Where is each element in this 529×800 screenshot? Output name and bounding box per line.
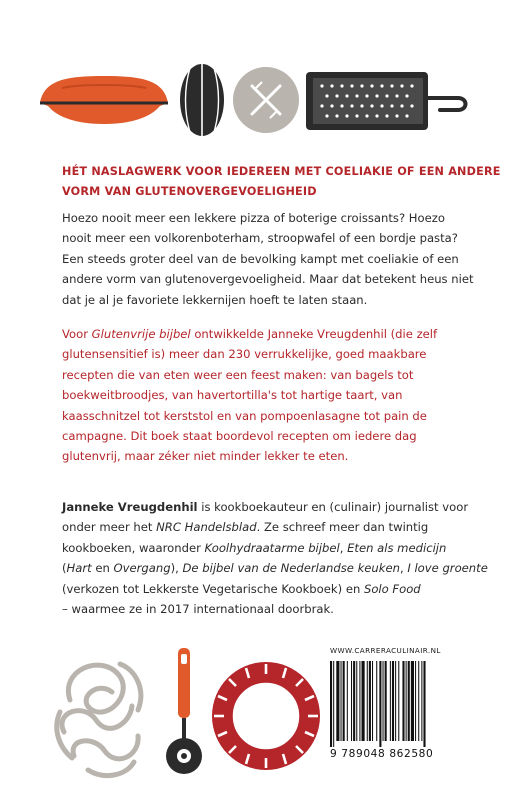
barcode-bar <box>423 661 425 747</box>
cacao-pod-icon <box>180 64 224 136</box>
about-line: glutenvrij, maar zéker niet minder lekker te eten. <box>62 449 349 464</box>
barcode-bar <box>336 661 339 741</box>
barcode-bar <box>415 661 416 741</box>
intro-paragraph <box>62 208 482 310</box>
pasta-noodles-icon <box>57 664 141 776</box>
intro-line: Een steeds groter deel van de bevolking kampt met coeliakie of een <box>62 251 459 266</box>
barcode-bar <box>390 661 391 741</box>
about-text: Voor <box>62 327 92 341</box>
barcode-bar <box>383 661 384 741</box>
bio-text: en <box>91 561 114 576</box>
barcode-bar <box>372 661 373 741</box>
about-line <box>62 324 482 344</box>
barcode-bar <box>343 661 345 741</box>
barcode-bar <box>330 661 332 747</box>
headline-line-2: VORM VAN GLUTENOVERGEVOELIGHEID <box>62 185 317 198</box>
bread-loaf-icon <box>40 76 168 124</box>
bio-text: is kookboekauteur en (culinair) journalist voor <box>197 500 469 514</box>
barcode-bar <box>385 661 387 741</box>
bio-text: (verkozen tot Lekkerste Vegetarische Kookboek) en <box>62 581 364 596</box>
barcode-bar <box>408 661 410 741</box>
book-title: Koolhydraatarme bijbel <box>204 540 340 555</box>
bio-line <box>62 538 482 558</box>
barcode-bar <box>395 661 396 741</box>
bio-text: ( <box>62 561 67 576</box>
bio-line <box>62 497 482 517</box>
bio-line <box>62 579 482 599</box>
barcode-bar <box>406 661 407 741</box>
bio-line: – waarmee ze in 2017 internationaal doorbrak. <box>62 602 334 617</box>
bio-text: kookboeken, waaronder <box>62 540 205 555</box>
barcode-bar <box>376 661 377 741</box>
barcode <box>330 661 462 747</box>
book-title: Glutenvrije bijbel <box>91 327 191 341</box>
book-title: I love groente <box>407 561 488 576</box>
barcode-bar <box>353 661 355 741</box>
bio-line <box>62 558 488 578</box>
barcode-bar <box>421 661 422 741</box>
isbn-number: 9 789048 862580 <box>330 748 434 760</box>
barcode-bar <box>411 661 414 741</box>
barcode-bar <box>333 661 334 747</box>
author-name: Janneke Vreugdenhil <box>62 500 198 514</box>
barcode-bar <box>418 661 419 741</box>
barcode-bar <box>392 661 394 741</box>
barcode-bar <box>347 661 348 741</box>
bio-text: , <box>339 540 348 555</box>
bio-line <box>62 517 482 537</box>
bio-text: , <box>399 561 408 576</box>
author-bio-paragraph <box>62 497 488 619</box>
publisher-website: WWW.CARRERACULINAIR.NL <box>330 646 441 655</box>
about-line: glutensensitief is) meer dan 230 verrukkelijke, goed maakbare <box>62 347 427 362</box>
headline-line-1: HÉT NASLAGWERK VOOR IEDEREEN MET COELIAKIE OF EEN ANDERE <box>62 165 501 178</box>
bio-text: onder meer het <box>62 520 157 535</box>
intro-line: andere vorm van glutenovergevoeligheid. Maar dat betekent heus niet <box>62 272 474 287</box>
book-title: Eten als medicijn <box>347 540 447 555</box>
tart-shell-icon <box>212 662 320 770</box>
barcode-bar <box>367 661 368 741</box>
barcode-bar <box>369 661 371 741</box>
barcode-bar <box>359 661 360 741</box>
book-title: De bijbel van de Nederlandse keuken <box>182 561 400 576</box>
about-line: kaasschnitzel tot kerststol en van pompoenlasagne tot pain de <box>62 408 427 423</box>
book-title: Solo Food <box>363 581 421 596</box>
about-line: recepten die van eten weer een feest maken: van bagels tot <box>62 367 414 382</box>
barcode-bar <box>356 661 357 741</box>
pizza-cutter-icon <box>166 648 202 774</box>
cheese-grater-icon <box>306 72 466 130</box>
bio-text: ), <box>170 561 183 576</box>
barcode-bar <box>341 661 342 741</box>
bio-text: . Ze schreef meer dan twintig <box>256 520 429 535</box>
bread-roll-icon <box>233 67 299 133</box>
barcode-bar <box>402 661 404 741</box>
cover-headline <box>62 162 501 202</box>
top-illustrations <box>0 58 529 136</box>
barcode-bar <box>398 661 399 741</box>
barcode-bar <box>379 661 381 747</box>
about-text: ontwikkelde Janneke Vreugdenhil (die zelf <box>190 327 438 341</box>
intro-line: dat je al je favoriete lekkernijen hoeft te laten staan. <box>62 292 368 307</box>
about-line: campagne. Dit boek staat boordevol recepten om iedere dag <box>62 429 417 444</box>
barcode-bar <box>351 661 352 741</box>
about-line: boekweitbroodjes, van havertortilla's tot hartige taart, van <box>62 388 403 403</box>
book-title: Hart <box>66 561 92 576</box>
book-title: Overgang <box>113 561 171 576</box>
barcode-bar <box>362 661 365 741</box>
about-book-paragraph <box>62 324 482 467</box>
intro-line: Hoezo nooit meer een lekkere pizza of boterige croissants? Hoezo <box>62 211 445 225</box>
newspaper-name: NRC Handelsblad <box>156 520 257 535</box>
intro-line: nooit meer een volkorenboterham, stroopwafel of een bordje pasta? <box>62 231 458 246</box>
